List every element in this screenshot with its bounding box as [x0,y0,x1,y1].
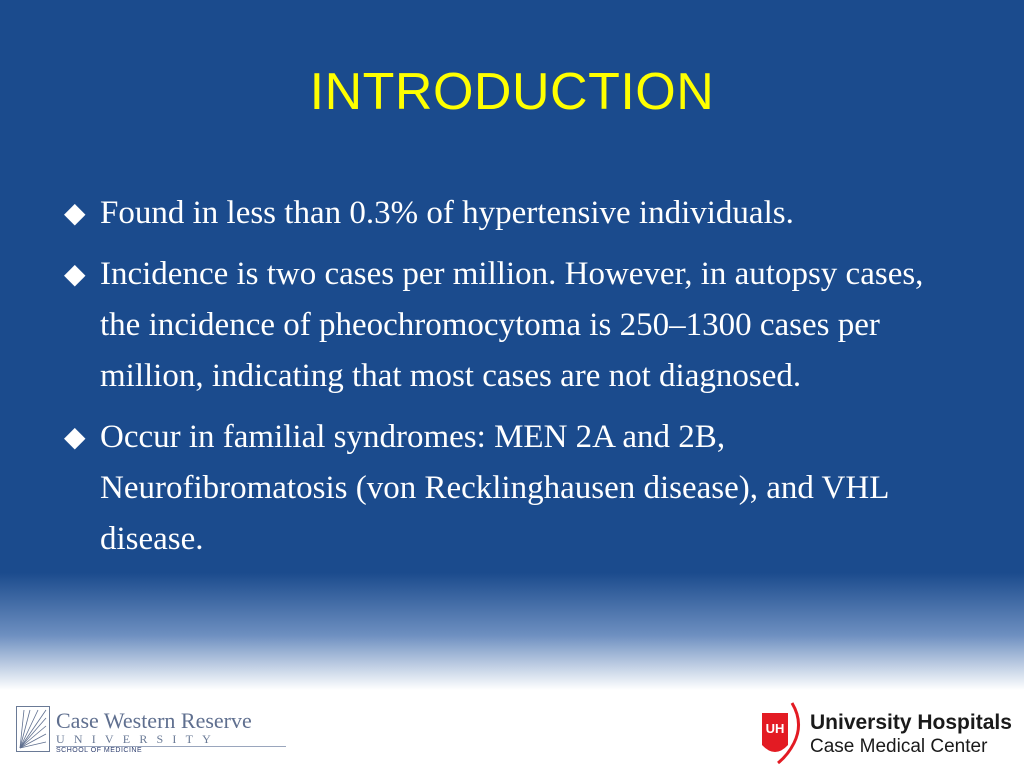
diamond-bullet-icon: ◆ [64,259,86,290]
slide-title: INTRODUCTION [309,63,715,121]
uh-name: University Hospitals [810,711,1012,734]
bullet-text: Occur in familial syndromes: MEN 2A and 2B, Neurofibromatosis (von Recklinghausen disease), and VHL disease. [100,419,889,557]
cwru-starburst-icon [16,706,50,752]
bullet-item [64,412,964,565]
uh-mark-text: UH [765,721,785,736]
uh-logo [758,699,1018,765]
cwru-school: SCHOOL OF MEDICINE [56,747,143,754]
bullet-list [64,188,964,575]
diamond-bullet-icon: ◆ [64,198,86,229]
diamond-bullet-icon: ◆ [64,422,86,453]
bullet-item [64,249,964,402]
bullet-text: Found in less than 0.3% of hypertensive individuals. [100,195,794,231]
uh-shield-icon [758,699,806,765]
cwru-logo [16,706,286,756]
bullet-text: Incidence is two cases per million. However, in autopsy cases, the incidence of pheochromocytoma is 250–1300 cases per million, indicating that most cases are not diagnosed. [100,256,924,394]
cwru-university: UNIVERSITY [56,732,220,746]
uh-subtitle: Case Medical Center [810,736,988,757]
cwru-name: Case Western Reserve [56,708,252,733]
bullet-item [64,188,964,239]
